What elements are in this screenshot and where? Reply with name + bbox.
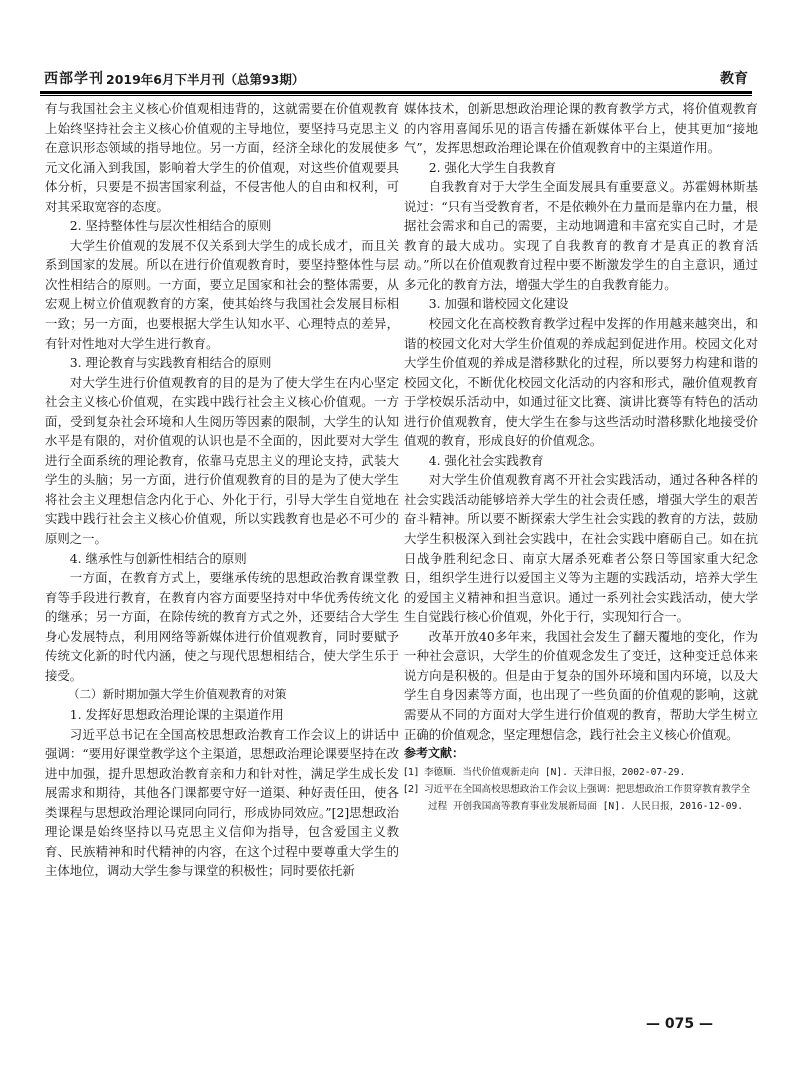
- left-column: [45, 99, 399, 881]
- body-paragraph: 对大学生进行价值观教育的目的是为了使大学生在内心坚定社会主义核心价值观，在实践中践行社会主义核心价值观。一方面，受到复杂社会环境和人生阅历等因素的限制，大学生的认知水平是有限的，对价值观的认识也是不全面的，因此要对大学生进行全面系统的理论教育，依靠马克思主义的理论支持，武装大学生的头脑；另一方面，进行价值观教育的目的是为了使大学生将社会主义理想信念内化于心、外化于行，引导大学生自觉地在实践中践行社会主义核心价值观，所以实践教育也是必不可少的原则之一。: [45, 374, 399, 547]
- header-rule-thin: [40, 95, 752, 96]
- body-paragraph: 有与我国社会主义核心价值观相违背的，这就需要在价值观教育上始终坚持社会主义核心价值观的主导地位，要坚持马克思主义在意识形态领域的指导地位。另一方面，经济全球化的发展使多元文化涌入到我国，影响着大学生的价值观，对这些价值观要具体分析，只要是不损害国家利益，不侵害他人的自由和权利，可对其采取宽容的态度。: [45, 101, 399, 214]
- body-paragraph: 大学生价值观的发展不仅关系到大学生的成长成才，而且关系到国家的发展。所以在进行价值观教育时，要坚持整体性与层次性相结合的原则。一方面，要立足国家和社会的整体需要，从宏观上树立价值观教育的方案，使其始终与我国社会发展目标相一致；另一方面，也要根据大学生认知水平、心理特点的差异，有针对性地对大学生进行教育。: [45, 237, 399, 351]
- header-rule-thick: [40, 91, 752, 94]
- references-list: [404, 764, 758, 815]
- section-heading: 4. 强化社会实践教育: [428, 452, 544, 468]
- reference-item: [404, 764, 758, 781]
- reference-text: 习近平在全国高校思想政治工作会议上强调：把思想政治工作贯穿教育教学全过程 开创我国高等教育事业发展新局面 [N]. 人民日报，2016-12-09.: [423, 783, 751, 812]
- body-paragraph: 校园文化在高校教育教学过程中发挥的作用越来越突出，和谐的校园文化对大学生价值观的养成起到促进作用。校园文化对大学生价值观的养成是潜移默化的过程，所以要努力构建和谐的校园文化，不断优化校园文化活动的内容和形式，融价值观教育于学校娱乐活动中，如通过征文比赛、演讲比赛等有特色的活动进行价值观教育，使大学生在参与这些活动时潜移默化地接受价值观的教育，形成良好的价值观念。: [404, 316, 758, 449]
- reference-item: [404, 781, 758, 815]
- right-column: [404, 99, 758, 815]
- right-column-body: [404, 99, 758, 744]
- section-heading: 2. 坚持整体性与层次性相结合的原则: [69, 218, 272, 234]
- body-paragraph: 改革开放40多年来，我国社会发生了翻天覆地的变化，作为一种社会意识，大学生的价值观念发生了变迁，这种变迁总体来说方向是积极的。但是由于复杂的国外环境和国内环境，以及大学生自身因素等方面，也出现了一些负面的价值观的影响，这就需要从不同的方面对大学生进行价值观的教育，帮助大学生树立正确的价值观念，坚定理想信念，践行社会主义核心价值观。: [404, 628, 758, 742]
- body-paragraph: 媒体技术，创新思想政治理论课的教育教学方式，将价值观教育的内容用喜闻乐见的语言传播在新媒体平台上，使其更加“接地气”，发挥思想政治理论课在价值观教育中的主渠道作用。: [404, 101, 758, 156]
- body-paragraph: 对大学生价值观教育离不开社会实践活动，通过各种各样的社会实践活动能够培养大学生的社会责任感，增强大学生的艰苦奋斗精神。所以要不断探索大学生社会实践的教育的方法，鼓励大学生积极深入到社会实践中，在社会实践中磨砺自己。如在抗日战争胜利纪念日、南京大屠杀死难者公祭日等国家重大纪念日，组织学生进行以爱国主义等为主题的实践活动，培养大学生的爱国主义精神和担当意识。通过一系列社会实践活动，使大学生自觉践行核心价值观，外化于行，实现知行合一。: [404, 472, 758, 625]
- page-header: [44, 70, 748, 88]
- reference-text: 李德顺．当代价值观新走向 [N]. 天津日报，2002-07-29.: [423, 766, 686, 778]
- section-heading: 4. 继承性与创新性相结合的原则: [69, 550, 247, 566]
- issue-info: 2019年6月下半月刊（总第93期）: [106, 72, 305, 87]
- section-heading: 3. 加强和谐校园文化建设: [428, 296, 569, 312]
- section-heading: 1. 发挥好思想政治理论课的主渠道作用: [69, 706, 284, 722]
- body-paragraph: 习近平总书记在全国高校思想政治教育工作会议上的讲话中强调：“要用好课堂教学这个主渠道，思想政治理论课要坚持在改进中加强，提升思想政治教育亲和力和针对性，满足学生成长发展需求和期待，其他各门课都要守好一道渠、种好责任田，使各类课程与思想政治理论课同向同行，形成协同效应。”[2]思想政治理论课是始终坚持以马克思主义信仰为指导，包含爱国主义教育、民族精神和时代精神的内容，在这个过程中要尊重大学生的主体地位，调动大学生参与课堂的积极性；同时要依托新: [45, 726, 399, 879]
- journal-name: 西部学刊: [44, 71, 104, 87]
- references-title: 参考文献：: [404, 746, 465, 761]
- header-left: [44, 68, 304, 88]
- section-heading: （二）新时期加强大学生价值观教育的对策: [68, 687, 287, 702]
- section-heading: 3. 理论教育与实践教育相结合的原则: [69, 355, 272, 371]
- body-paragraph: 一方面，在教育方式上，要继承传统的思想政治教育课堂教育等手段进行教育，在教育内容方面要坚持对中华优秀传统文化的继承；另一方面，在除传统的教育方式之外，还要结合大学生身心发展特点，利用网络等新媒体进行价值观教育，同时要赋予传统文化新的时代内涵，使之与现代思想相结合，使大学生乐于接受。: [45, 570, 399, 683]
- section-label: 教育: [720, 71, 748, 87]
- body-paragraph: 自我教育对于大学生全面发展具有重要意义。苏霍姆林斯基说过：“只有当受教育者，不是依赖外在力量而是靠内在力量，根据社会需求和自己的需要，主动地调遣和丰富充实自己时，才是教育的最大成功。实现了自我教育的教育才是真正的教育活动。”所以在价值观教育过程中要不断激发学生的自主意识，通过多元化的教育方法，增强大学生的自我教育能力。: [404, 179, 758, 292]
- section-heading: 2. 强化大学生自我教育: [428, 159, 557, 175]
- reference-number: [1]: [404, 766, 419, 778]
- reference-number: [2]: [404, 783, 419, 795]
- page-number: — 075 —: [646, 1016, 713, 1032]
